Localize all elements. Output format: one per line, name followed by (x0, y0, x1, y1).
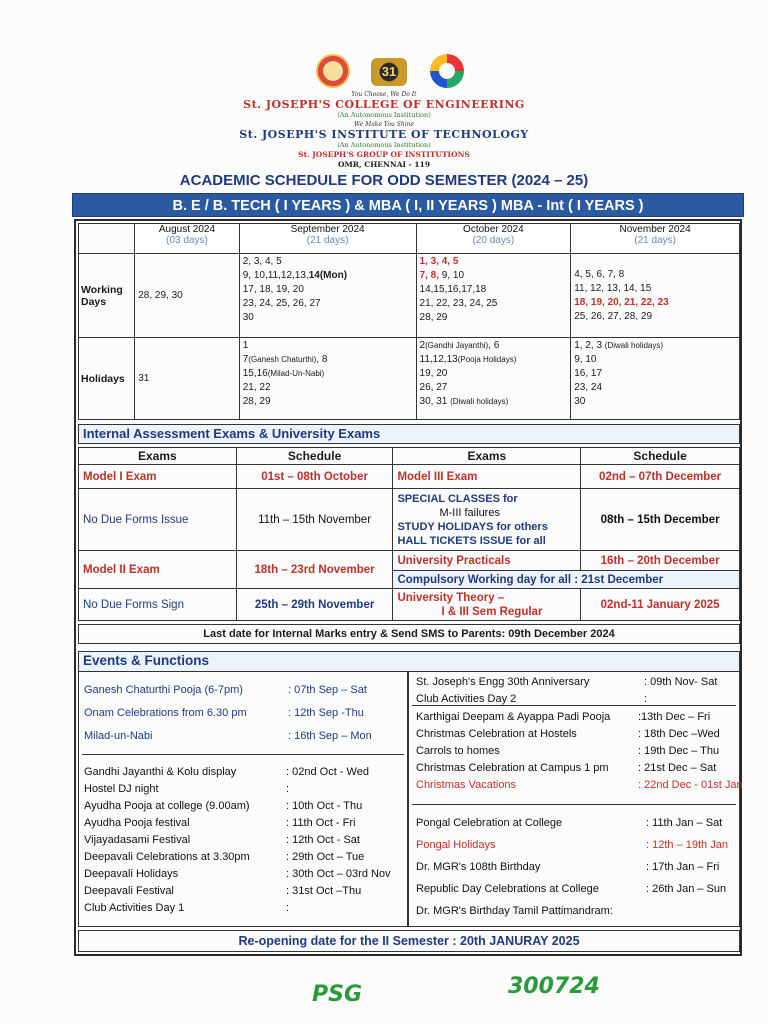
event-date: : 19th Dec – Thu (638, 745, 720, 757)
date-line: 14,15,16,17,18 (419, 284, 487, 295)
event-item (416, 881, 736, 903)
date-line: 23, 24, 25, 26, 27 (242, 298, 321, 309)
holidays-label: Holidays (79, 338, 135, 420)
event-name: Pongal Celebration at College (416, 817, 563, 829)
event-date: : 16th Sep – Mon (288, 730, 372, 742)
month-oct (416, 224, 571, 254)
holiday-name: (Ganesh Chaturthi) (248, 355, 317, 364)
page-title: ACADEMIC SCHEDULE FOR ODD SEMESTER (2024 – 25) (179, 172, 589, 189)
date-highlight: 7, 8, (419, 270, 439, 281)
event-item (416, 859, 736, 881)
date-line (420, 339, 568, 353)
date-line: 11, 12, 13, 14, 15 (574, 282, 652, 294)
corner-cell (79, 224, 135, 254)
event-name: Ganesh Chaturthi Pooja (6-7pm) (84, 684, 243, 696)
event-item (84, 764, 404, 781)
event-date: :13th Dec – Fri (638, 711, 711, 723)
exam-schedule: 16th – 20th December (581, 551, 740, 571)
month-days: (21 days) (306, 235, 349, 246)
sep-working (239, 254, 416, 338)
date-text: 11,12,13 (419, 354, 458, 365)
college-seal-logo (316, 54, 350, 88)
event-item (84, 682, 404, 705)
event-date: : 11th Jan – Sat (646, 817, 723, 829)
program-band: B. E / B. TECH ( I YEARS ) & MBA ( I, II YEARS ) MBA - Int ( I YEARS ) (72, 193, 744, 217)
event-date: : 29th Oct – Tue (286, 851, 365, 863)
college1-subtitle: (An Autonomous Institution) (337, 111, 431, 119)
date-line (420, 353, 568, 367)
event-date: : (286, 902, 290, 914)
events-section-title: Events & Functions (78, 651, 740, 671)
event-item (84, 866, 404, 883)
month-days: (20 days) (472, 235, 515, 246)
holiday-name: (Pooja Holidays) (457, 355, 517, 364)
event-name: Club Activities Day 2 (416, 693, 517, 705)
group-name: St. JOSEPH'S GROUP OF INSTITUTIONS (298, 150, 470, 159)
event-name: Dr. MGR's Birthday Tamil Pattimandram: (416, 905, 613, 917)
event-name: Karthigai Deepam & Ayappa Padi Pooja (416, 711, 611, 723)
date-line: 21, 22, 23, 24, 25 (419, 298, 498, 309)
event-item (84, 849, 404, 866)
event-date: : 10th Oct - Thu (286, 800, 363, 812)
event-item (416, 691, 736, 708)
holiday-name: (Milad-Un-Nabi) (267, 369, 325, 378)
event-date: : (286, 783, 290, 795)
event-item (416, 743, 736, 760)
exam-schedule: 25th – 29th November (236, 589, 393, 621)
event-item (84, 728, 404, 751)
date-text: 30, 31 (419, 396, 448, 407)
exam-name: Model II Exam (79, 551, 237, 589)
date-text: 2 (419, 340, 426, 351)
event-name: Deepavali Celebrations at 3.30pm (84, 851, 250, 863)
col-exams-right: Exams (393, 448, 581, 465)
special-classes-cell (393, 489, 581, 551)
date-line: 28, 29 (242, 396, 271, 407)
exams-table (78, 447, 740, 621)
reopening-date: Re-opening date for the II Semester : 20th JANURAY 2025 (78, 930, 740, 952)
date-line: 19, 20 (419, 368, 448, 379)
event-item (84, 798, 404, 815)
exam-schedule: 01st – 08th October (236, 465, 393, 489)
letterhead (0, 90, 768, 170)
exam-row (79, 489, 740, 551)
event-name: Milad-un-Nabi (84, 730, 153, 742)
event-name: Christmas Celebration at Campus 1 pm (416, 762, 609, 774)
handwritten-date: 300724 (508, 974, 600, 999)
event-name: Hostel DJ night (84, 783, 159, 795)
date-line (243, 269, 413, 283)
event-name: Ayudha Pooja at college (9.00am) (84, 800, 250, 812)
date-text: , 6 (488, 340, 500, 351)
event-date: : 18th Dec –Wed (638, 728, 720, 740)
exam-row (79, 465, 740, 489)
event-item (84, 781, 404, 798)
date-text: 7 (242, 354, 249, 365)
date-line: 16, 17 (574, 368, 603, 379)
month-name: October 2024 (463, 224, 524, 235)
event-item (84, 900, 404, 917)
date-line: 28, 29 (419, 312, 448, 323)
exam-schedule: 08th – 15th December (581, 489, 740, 551)
holidays-row (79, 338, 740, 420)
event-name: Onam Celebrations from 6.30 pm (84, 707, 247, 719)
date-line-highlight: 1, 3, 4, 5 (419, 256, 459, 267)
anniversary-badge-logo: 31 (371, 58, 407, 86)
events-left-divider (82, 754, 404, 755)
event-item (84, 815, 404, 832)
event-item (416, 837, 736, 859)
date-line: 1 (242, 340, 249, 351)
exam-schedule: 11th – 15th November (236, 489, 393, 551)
date-line: 23, 24 (574, 382, 603, 393)
event-item (416, 726, 736, 743)
holiday-name: (Gandhi Jayanthi) (425, 341, 489, 350)
college2-subtitle: (An Autonomous Institution) (337, 141, 431, 149)
working-days-row (79, 254, 740, 338)
date-line: 2, 3, 4, 5 (242, 256, 282, 267)
exam-schedule: 02nd-11 January 2025 (581, 589, 740, 621)
group-emblem-logo (430, 54, 464, 88)
date-text: 1, 2, 3 (574, 340, 603, 351)
event-name: Christmas Celebration at Hostels (416, 728, 577, 740)
month-header-row (79, 224, 740, 254)
event-date: : 12th Oct - Sat (286, 834, 360, 846)
address: OMR, CHENNAI - 119 (337, 160, 431, 169)
event-item (416, 777, 743, 794)
event-name: Gandhi Jayanthi & Kolu display (84, 766, 237, 778)
exam-schedule: 18th – 23rd November (236, 551, 393, 589)
date-line (243, 353, 413, 367)
event-date: : 11th Oct - Fri (286, 817, 356, 829)
special-line: STUDY HOLIDAYS for others (397, 520, 548, 533)
working-days-label: Working Days (79, 254, 135, 338)
theory-line: University Theory – (397, 591, 505, 604)
month-aug (135, 224, 239, 254)
event-name: Ayudha Pooja festival (84, 817, 190, 829)
event-date: : 22nd Dec - 01st Jan (638, 779, 743, 791)
event-date: : 02nd Oct - Wed (286, 766, 369, 778)
event-name: Club Activities Day 1 (84, 902, 185, 914)
special-line: SPECIAL CLASSES for (397, 492, 518, 505)
exam-row (79, 589, 740, 621)
date-line (420, 395, 568, 409)
special-line: HALL TICKETS ISSUE for all (397, 534, 546, 547)
nov-holidays (571, 338, 740, 420)
exam-name: No Due Forms Issue (79, 489, 237, 551)
date-text: , 8 (316, 354, 328, 365)
date-text: 15,16 (242, 368, 268, 379)
event-date: : 26th Jan – Sun (646, 883, 727, 895)
college1-name: St. JOSEPH'S COLLEGE OF ENGINEERING (243, 98, 525, 111)
event-date: : 31st Oct –Thu (286, 885, 362, 897)
event-date: : 09th Nov- Sat (644, 676, 718, 688)
event-name: Carrols to homes (416, 745, 500, 757)
date-line: 26, 27 (419, 382, 448, 393)
col-exams-left: Exams (79, 448, 237, 465)
event-date: : 17th Jan – Fri (646, 861, 720, 873)
event-name: Deepavali Festival (84, 885, 174, 897)
sep-holidays (239, 338, 416, 420)
holiday-name: (Diwali holidays) (450, 397, 509, 406)
college2-tagline: We Make You Shine (353, 121, 415, 128)
col-schedule-right: Schedule (581, 448, 740, 465)
event-item (84, 883, 404, 900)
month-name: August 2024 (158, 224, 216, 235)
event-date: : 12th – 19th Jan (646, 839, 728, 851)
oct-working (416, 254, 571, 338)
date-line: 9, 10 (574, 354, 597, 365)
month-sep (239, 224, 416, 254)
event-name: Vijayadasami Festival (84, 834, 191, 846)
date-line: 25, 26, 27, 28, 29 (574, 310, 653, 322)
event-name: Republic Day Celebrations at College (416, 883, 599, 895)
handwritten-initials: PSG (312, 982, 363, 1007)
event-item (84, 705, 404, 728)
col-schedule-left: Schedule (236, 448, 393, 465)
exams-header-row (79, 448, 740, 465)
date-line (574, 339, 736, 353)
event-date: : (644, 693, 648, 705)
month-nov (571, 224, 740, 254)
exam-name: Model III Exam (393, 465, 581, 489)
exam-schedule: 02nd – 07th December (581, 465, 740, 489)
college2-name: St. JOSEPH'S INSTITUTE OF TECHNOLOGY (239, 128, 529, 141)
event-date: : 12th Sep -Thu (288, 707, 364, 719)
exam-name: University Practicals (393, 551, 581, 571)
event-item (416, 709, 736, 726)
month-calendar-table (78, 223, 740, 420)
date-line-highlight: 18, 19, 20, 21, 22, 23 (574, 296, 669, 308)
college1-tagline: You Choose, We Do It (351, 91, 417, 98)
month-days: (03 days) (166, 235, 208, 246)
event-item (416, 815, 736, 837)
event-item (416, 903, 736, 925)
date-line: 30 (242, 312, 254, 323)
special-line: M-III failures (439, 506, 500, 519)
exam-row (79, 551, 740, 571)
event-item (416, 674, 736, 691)
aug-working: 28, 29, 30 (135, 254, 239, 338)
exams-section-title: Internal Assessment Exams & University Exams (78, 424, 740, 444)
event-name: Deepavali Holidays (84, 868, 179, 880)
event-date: : 07th Sep – Sat (288, 684, 367, 696)
logo-row (0, 54, 768, 94)
event-item (416, 760, 736, 777)
exam-name: No Due Forms Sign (79, 589, 237, 621)
event-name: Pongal Holidays (416, 839, 496, 851)
month-name: November 2024 (619, 224, 691, 235)
holiday-name: (Diwali holidays) (604, 341, 664, 350)
nov-working (571, 254, 740, 338)
aug-holidays: 31 (135, 338, 239, 420)
date-line: 21, 22 (242, 382, 271, 393)
theory-line: I & III Sem Regular (441, 605, 543, 618)
event-name: St. Joseph's Engg 30th Anniversary (416, 676, 590, 688)
event-date: : 21st Dec – Sat (638, 762, 717, 774)
event-name: Christmas Vacations (416, 779, 517, 791)
event-name: Dr. MGR's 108th Birthday (416, 861, 541, 873)
date-line: 17, 18, 19, 20 (242, 284, 304, 295)
exam-name: Model I Exam (79, 465, 237, 489)
month-days: (21 days) (634, 235, 676, 246)
date-line (420, 269, 568, 283)
date-text: 9, 10 (438, 270, 465, 281)
date-bold: 14(Mon) (308, 270, 348, 281)
event-date: : 30th Oct – 03rd Nov (286, 868, 391, 880)
date-line: 4, 5, 6, 7, 8 (574, 268, 625, 280)
oct-holidays (416, 338, 571, 420)
events-right-divider (412, 804, 736, 805)
month-name: September 2024 (290, 224, 365, 235)
compulsory-working-day: Compulsory Working day for all : 21st December (393, 571, 740, 589)
internal-marks-note: Last date for Internal Marks entry & Send SMS to Parents: 09th December 2024 (78, 624, 740, 644)
date-line (243, 367, 413, 381)
event-item (84, 832, 404, 849)
date-line: 30 (574, 396, 586, 407)
exam-name (393, 589, 581, 621)
date-text: 9, 10,11,12,13, (242, 270, 309, 281)
